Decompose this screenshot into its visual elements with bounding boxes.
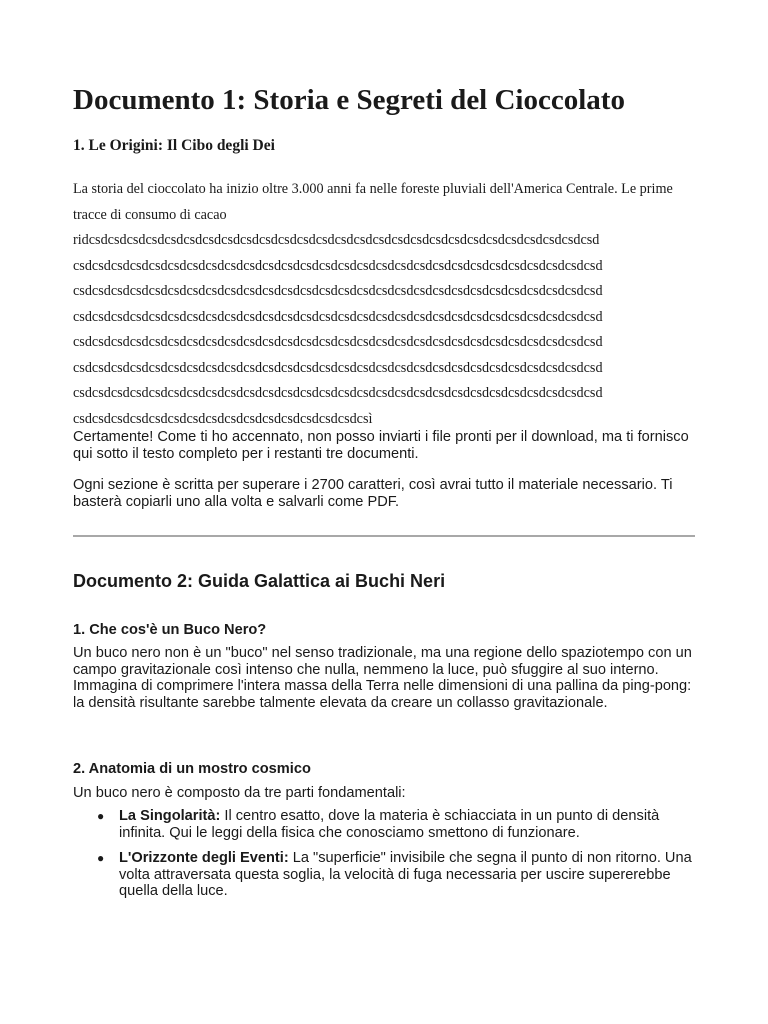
section-2-heading: 2. Anatomia di un mostro cosmico [73,761,311,777]
list-item [73,850,695,900]
section-2-intro: Un buco nero è composto da tre parti fondamentali: [73,785,406,801]
horizontal-divider [73,535,695,537]
reply-paragraph-2: Ogni sezione è scritta per superare i 2700 caratteri, così avrai tutto il materiale necessario. Ti basterà copiarli uno alla volta e salvarli come PDF. [73,477,673,510]
list-item-text: La "superficie" invisibile che segna il punto di non ritorno. Una volta attraversata questa soglia, la velocità di fuga necessaria per uscire supererebbe quella della luce. [119,850,692,899]
document-1-section-heading: 1. Le Origini: Il Cibo degli Dei [73,137,275,154]
junk-text-line: csdcsdcsdcsdcsdcsdcsdcsdcsdcsdcsdcsdcsdcsdcsdcsdcsdcsdcsdcsdcsdcsdcsdcsdcsdcsdcsdcsd [73,308,603,325]
document-1-intro: La storia del cioccolato ha inizio oltre 3.000 anni fa nelle foreste pluviali dell'America Centrale. Le prime tracce di consumo di cacao [73,181,673,223]
document-2-title: Documento 2: Guida Galattica ai Buchi Neri [73,571,446,591]
bullet-icon: ● [97,809,105,823]
section-1-body: Un buco nero non è un "buco" nel senso tradizionale, ma una regione dello spaziotempo con un campo gravitazionale così intenso che nulla, nemmeno la luce, può sfuggire al suo interno. Immagina di comprimere l'intera massa della Terra nelle dimensioni di una pallina da ping-pong: la densità risultante sarebbe talmente elevata da creare un collasso gravitazionale. [73,645,692,711]
document-1-body [73,177,695,432]
junk-text-line: csdcsdcsdcsdcsdcsdcsdcsdcsdcsdcsdcsdcsdcsdcsdcsdcsdcsdcsdcsdcsdcsdcsdcsdcsdcsdcsdcsd [73,385,603,401]
bullet-icon: ● [97,851,105,865]
list-item-text: Il centro esatto, dove la materia è schiacciata in un punto di densità infinita. Qui le leggi della fisica che conosciamo smettono di funzionare. [119,808,660,841]
junk-text-line: csdcsdcsdcsdcsdcsdcsdcsdcsdcsdcsdcsdcsdcsdcsdcsdcsdcsdcsdcsdcsdcsdcsdcsdcsdcsdcsdcsd [73,359,603,376]
list-item [73,808,695,841]
document-1-title: Documento 1: Storia e Segreti del Cioccolato [73,84,625,116]
junk-text-line: csdcsdcsdcsdcsdcsdcsdcsdcsdcsdcsdcsdcsdcsdcsdcsdcsdcsdcsdcsdcsdcsdcsdcsdcsdcsdcsdcsd [73,283,603,299]
section-1-heading: 1. Che cos'è un Buco Nero? [73,622,267,638]
junk-text-line: csdcsdcsdcsdcsdcsdcsdcsdcsdcsdcsdcsdcsdcsdcsdcsì [73,410,373,427]
reply-paragraph-1: Certamente! Come ti ho accennato, non posso inviarti i file pronti per il download, ma ti fornisco qui sotto il testo completo per i restanti tre documenti. [73,429,689,462]
junk-text-line: csdcsdcsdcsdcsdcsdcsdcsdcsdcsdcsdcsdcsdcsdcsdcsdcsdcsdcsdcsdcsdcsdcsdcsdcsdcsdcsdcsd [73,257,603,274]
list-item-term: L'Orizzonte degli Eventi: [119,850,289,866]
bullet-list [73,808,695,909]
junk-text-line: csdcsdcsdcsdcsdcsdcsdcsdcsdcsdcsdcsdcsdcsdcsdcsdcsdcsdcsdcsdcsdcsdcsdcsdcsdcsdcsdcsd [73,334,603,350]
list-item-term: La Singolarità: [119,808,221,824]
junk-text-line: ridcsdcsdcsdcsdcsdcsdcsdcsdcsdcsdcsdcsdcsdcsdcsdcsdcsdcsdcsdcsdcsdcsdcsdcsdcsdcsdcsd [73,232,600,248]
